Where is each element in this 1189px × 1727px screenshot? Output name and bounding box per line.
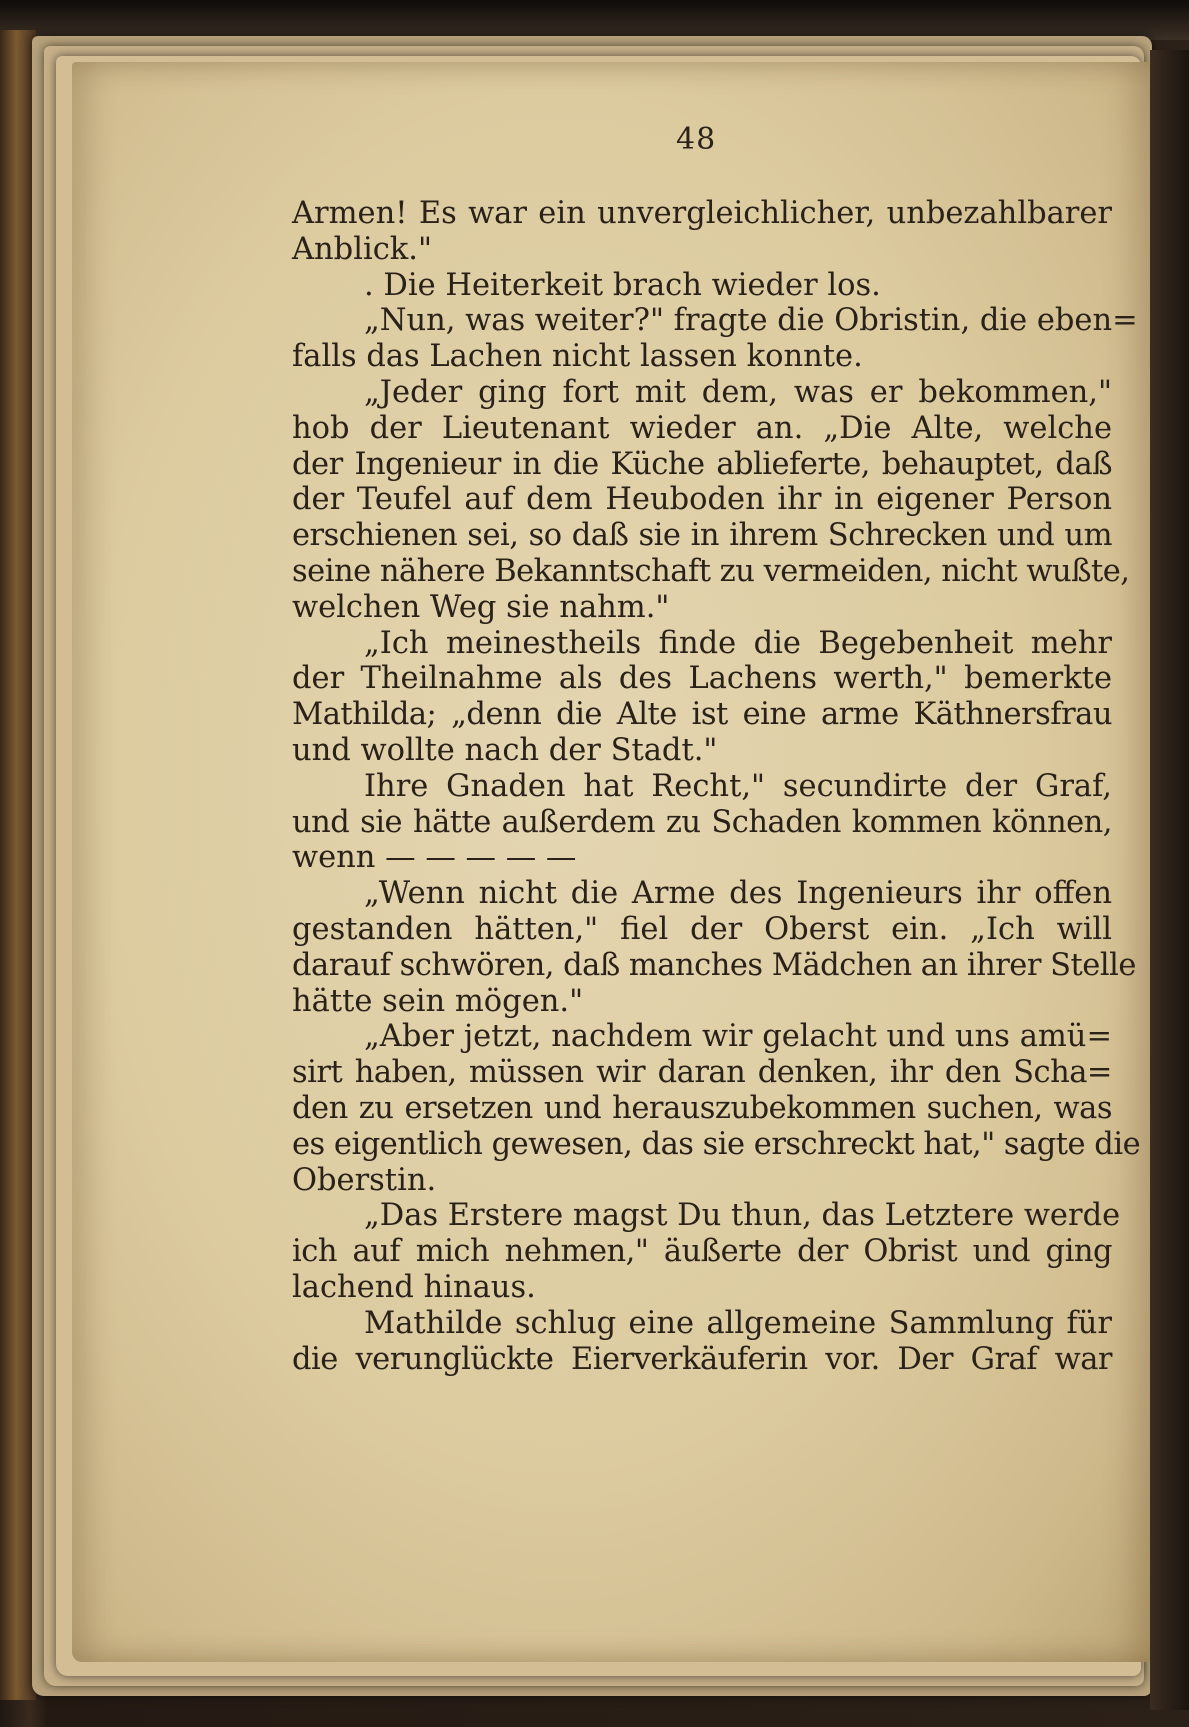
text-line: und sie hätte außerdem zu Schaden kommen können, [292, 804, 1112, 840]
text-line: Armen! Es war ein unvergleichlicher, unbezahlbarer [292, 196, 1112, 231]
text-line: Ihre Gnaden hat Recht," secundirte der Graf, [364, 768, 1112, 804]
text-line: welchen Weg sie nahm." [292, 589, 670, 625]
text-line: seine nähere Bekanntschaft zu vermeiden, nicht wußte, [292, 553, 1130, 589]
text-line: hätte sein mögen." [292, 983, 584, 1019]
book-binding [0, 30, 36, 1700]
text-line: erschienen sei, so daß sie in ihrem Schrecken und um [292, 518, 1112, 554]
page-number: 48 [676, 122, 717, 157]
text-line: wenn — — — — — [292, 840, 577, 876]
text-line: darauf schwören, daß manches Mädchen an ihrer Stelle [292, 947, 1136, 983]
text-line: der Teufel auf dem Heuboden ihr in eigener Person [292, 482, 1112, 518]
text-line: „Ich meinestheils finde die Begebenheit mehr [364, 625, 1112, 661]
text-line: Oberstin. [292, 1162, 437, 1198]
text-line: „Aber jetzt, nachdem wir gelacht und uns amü= [364, 1019, 1112, 1055]
book-right-edge [1150, 50, 1189, 1710]
text-line: „Das Erstere magst Du thun, das Letztere werde [364, 1198, 1121, 1234]
text-line: „Wenn nicht die Arme des Ingenieurs ihr offen [364, 876, 1112, 912]
text-line: die verunglückte Eierverkäuferin vor. Der Graf war [292, 1341, 1112, 1377]
text-line: der Theilnahme als des Lachens werth," bemerkte [292, 661, 1112, 697]
text-line: sirt haben, müssen wir daran denken, ihr den Scha= [292, 1055, 1112, 1091]
text-line: „Nun, was weiter?" fragte die Obristin, die eben= [364, 303, 1138, 339]
text-line: hob der Lieutenant wieder an. „Die Alte, welche [292, 410, 1112, 446]
text-line: und wollte nach der Stadt." [292, 732, 718, 768]
text-line: der Ingenieur in die Küche ablieferte, behauptet, daß [292, 446, 1112, 482]
text-line: „Jeder ging fort mit dem, was er bekommen," [364, 374, 1112, 410]
text-line: Anblick." [292, 231, 432, 267]
text-line: . Die Heiterkeit brach wieder los. [364, 267, 881, 303]
text-line: es eigentlich gewesen, das sie erschreckt hat," sagte die [292, 1126, 1141, 1162]
text-line: lachend hinaus. [292, 1269, 536, 1305]
text-line: gestanden hätten," fiel der Oberst ein. „Ich will [292, 911, 1112, 947]
text-line: Mathilda; „denn die Alte ist eine arme Käthnersfrau [292, 697, 1112, 733]
text-line: ich auf mich nehmen," äußerte der Obrist und ging [292, 1234, 1112, 1270]
text-line: den zu ersetzen und herauszubekommen suchen, was [292, 1090, 1112, 1126]
text-line: falls das Lachen nicht lassen konnte. [292, 339, 863, 375]
book-top-edge [0, 0, 1189, 40]
text-line: Mathilde schlug eine allgemeine Sammlung für [364, 1305, 1112, 1341]
page-text [292, 196, 1141, 1377]
